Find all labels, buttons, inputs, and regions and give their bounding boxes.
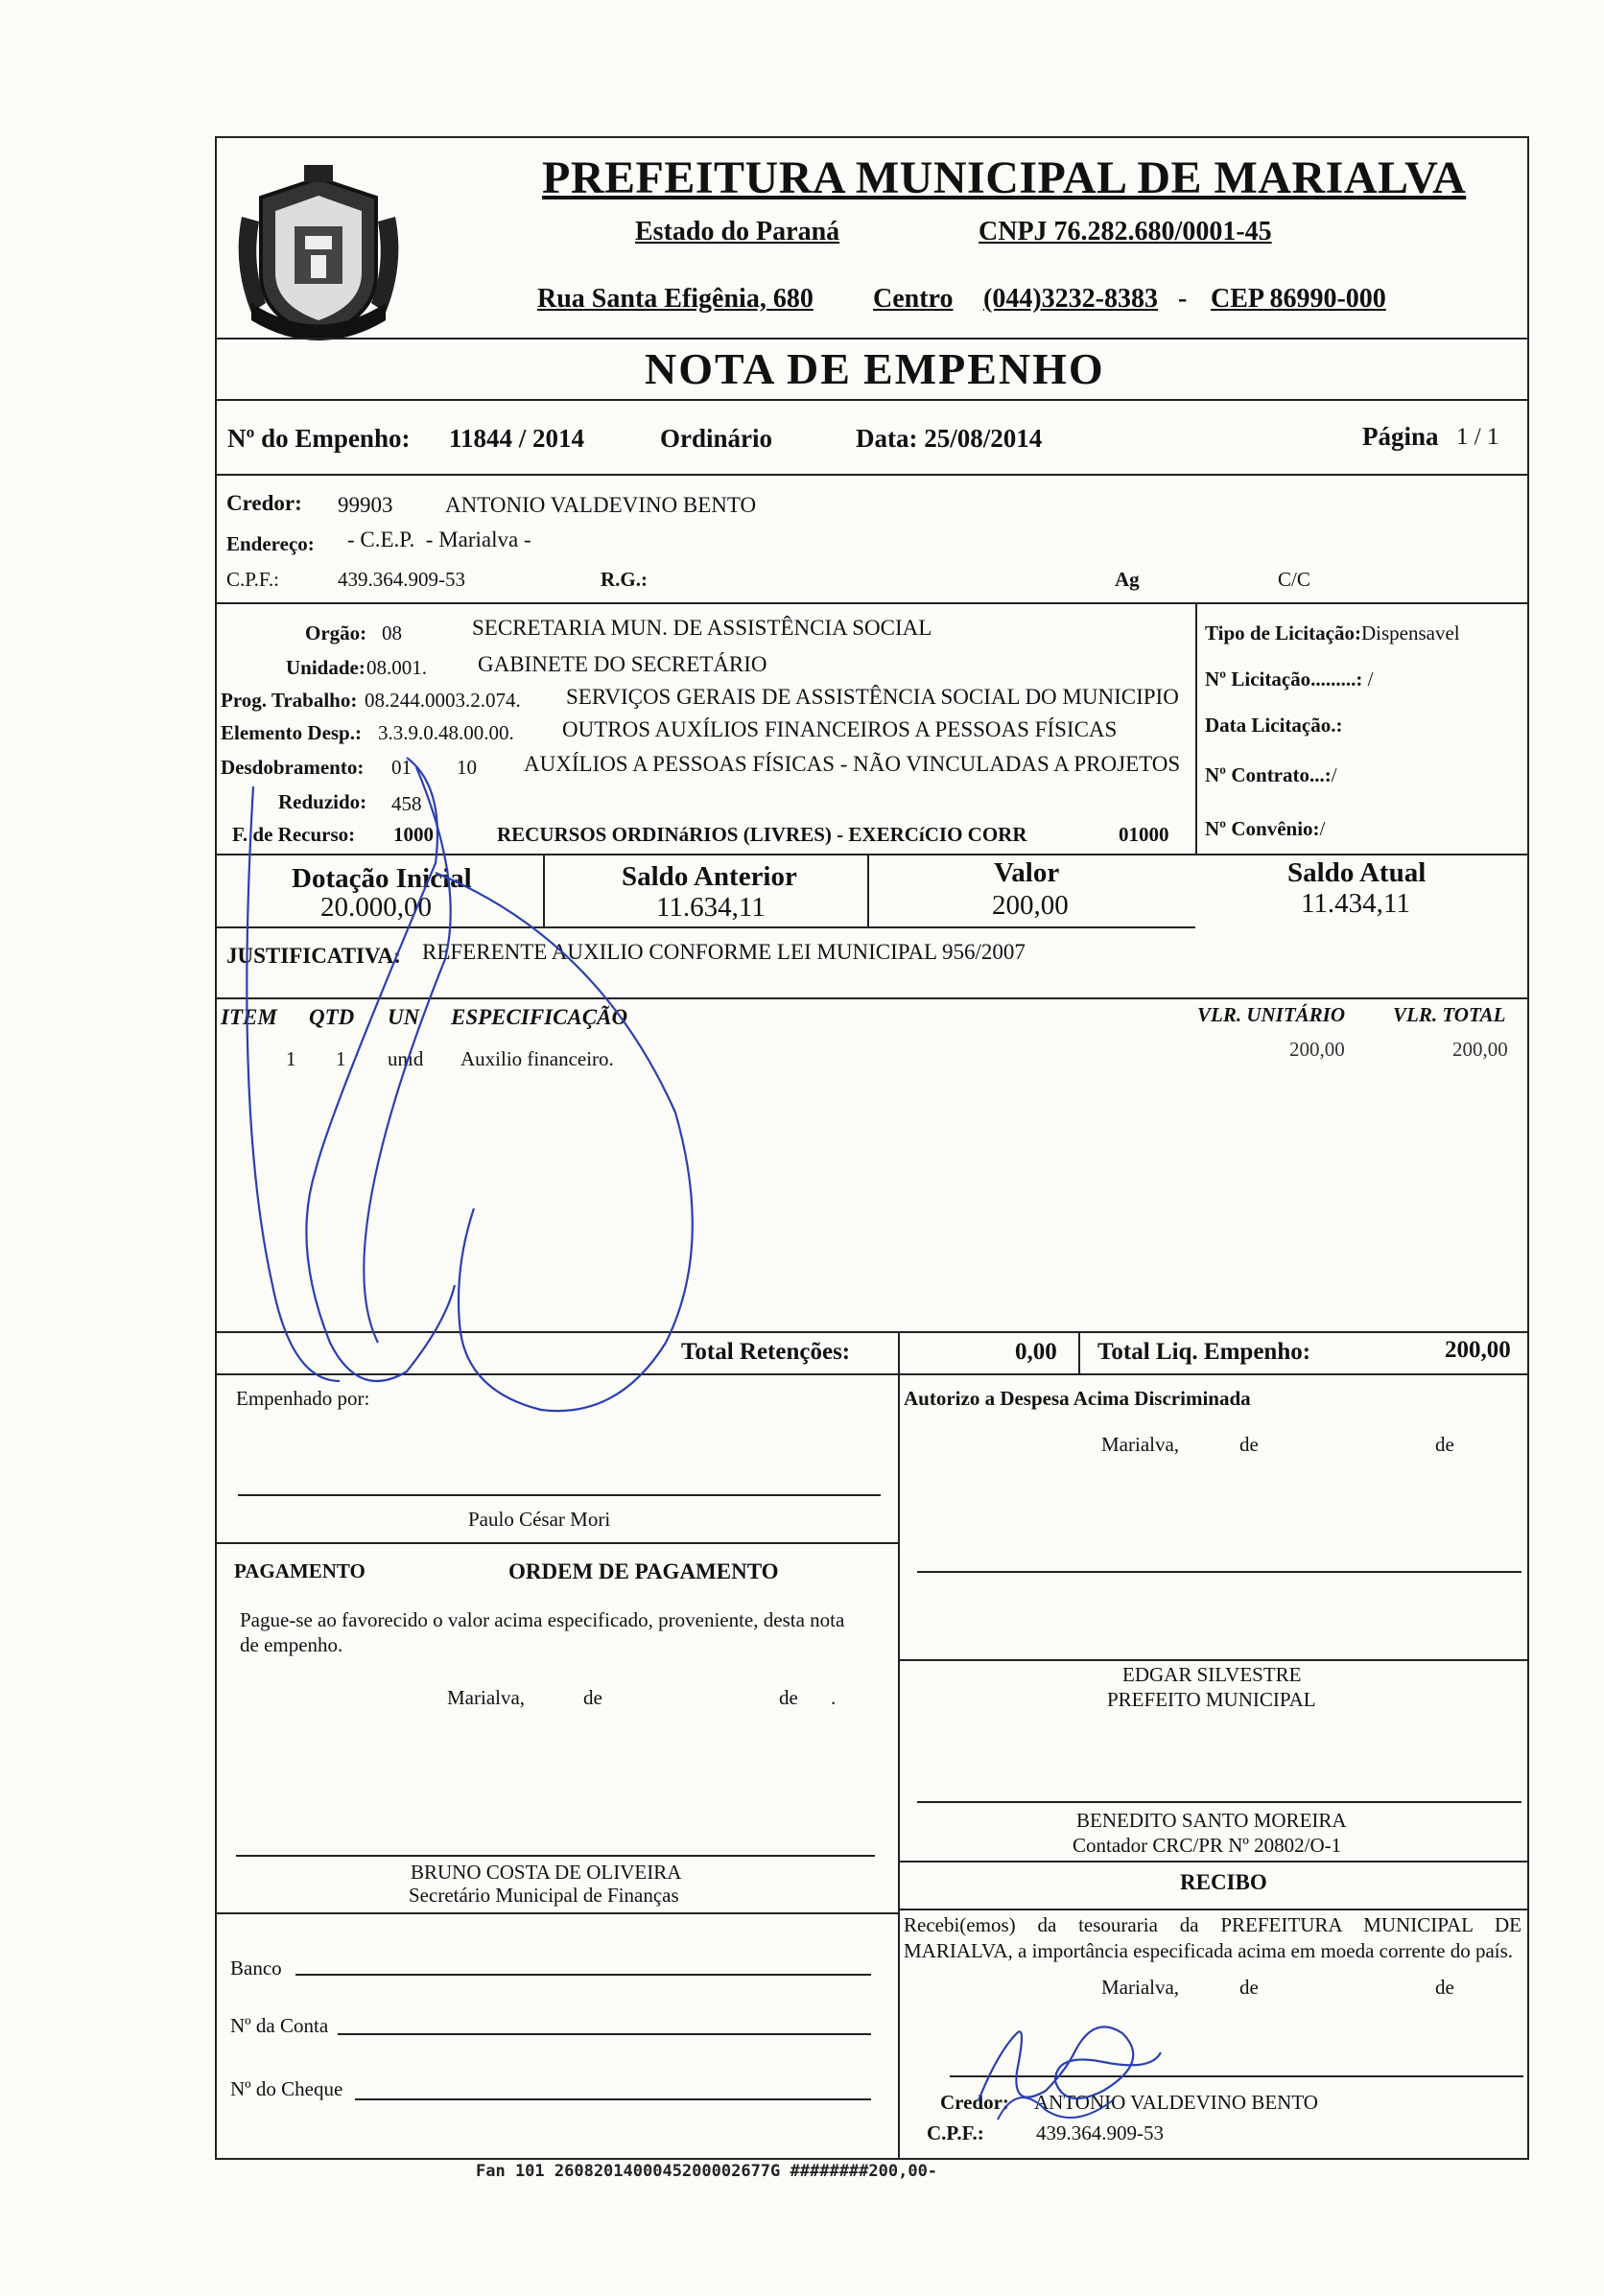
row-vlr-unitario: 200,00 xyxy=(1289,1038,1345,1061)
contador-name: BENEDITO SANTO MOREIRA xyxy=(1076,1809,1347,1832)
page-number: 1 / 1 xyxy=(1456,424,1499,450)
empenho-date: Data: 25/08/2014 xyxy=(856,424,1043,453)
unidade-label: Unidade: xyxy=(286,656,366,679)
autorizo-city: Marialva, xyxy=(1101,1433,1180,1456)
orgao-code: 08 xyxy=(382,621,402,644)
pagamento-text: Pague-se ao favorecido o valor acima especificado, proveniente, desta nota de empenho. xyxy=(240,1608,845,1656)
prog-name: SERVIÇOS GERAIS DE ASSISTÊNCIA SOCIAL DO MUNICIPIO xyxy=(566,685,1179,709)
credor-cpf: 439.364.909-53 xyxy=(338,568,465,591)
fonte-code2: 01000 xyxy=(1119,823,1169,846)
autorizo-de2: de xyxy=(1435,1433,1454,1456)
credor-code: 99903 xyxy=(338,493,393,517)
prefeito-title: PREFEITO MUNICIPAL xyxy=(1107,1688,1316,1711)
justificativa-label: JUSTIFICATIVA: xyxy=(226,944,401,968)
num-licitacao: Nº Licitação.........: / xyxy=(1205,668,1374,691)
contador-title: Contador CRC/PR Nº 20802/O-1 xyxy=(1073,1834,1342,1857)
autorizo-de1: de xyxy=(1239,1433,1259,1456)
dotacao-label: Dotação Inicial xyxy=(292,863,472,894)
elemento-name: OUTROS AUXÍLIOS FINANCEIROS A PESSOAS FÍSICAS xyxy=(562,717,1118,741)
recibo-city: Marialva, xyxy=(1101,1976,1180,1999)
saldo-anterior-label: Saldo Anterior xyxy=(622,861,797,892)
municipality-title: PREFEITURA MUNICIPAL DE MARIALVA xyxy=(542,152,1467,203)
col-vlr-unitario: VLR. UNITÁRIO xyxy=(1197,1003,1346,1026)
municipal-coat-of-arms-icon xyxy=(223,159,414,351)
recibo-de1: de xyxy=(1239,1976,1259,1999)
unidade-code: 08.001. xyxy=(366,656,427,679)
col-un: UN xyxy=(388,1005,420,1029)
retencoes-value: 0,00 xyxy=(1015,1339,1057,1365)
handwritten-loop-mark-icon xyxy=(215,748,714,1419)
banco-label: Banco xyxy=(230,1956,282,1980)
pagamento-dot: . xyxy=(831,1686,837,1709)
credor-label: Credor: xyxy=(226,491,302,515)
de-word: DE xyxy=(787,344,852,393)
cpf-label: C.P.F.: xyxy=(226,568,279,591)
credor-name: ANTONIO VALDEVINO BENTO xyxy=(445,493,757,517)
cc-label: C/C xyxy=(1278,568,1310,591)
retencoes-label: Total Retenções: xyxy=(681,1339,851,1365)
financas-name: BRUNO COSTA DE OLIVEIRA xyxy=(411,1861,682,1884)
fonte-code: 1000 xyxy=(393,823,434,846)
col-vlr-total: VLR. TOTAL xyxy=(1393,1003,1506,1026)
fonte-label: F. de Recurso: xyxy=(232,823,356,846)
recibo-label: RECIBO xyxy=(1180,1870,1267,1894)
separator-dash: - xyxy=(1178,284,1188,314)
pagamento-de1: de xyxy=(583,1686,602,1709)
liq-empenho-value: 200,00 xyxy=(1445,1337,1511,1363)
ordem-pagamento-label: ORDEM DE PAGAMENTO xyxy=(508,1559,779,1583)
recibo-cpf: 439.364.909-53 xyxy=(1036,2121,1164,2144)
prog-code: 08.244.0003.2.074. xyxy=(365,689,521,712)
num-contrato: Nº Contrato...:/ xyxy=(1205,763,1337,786)
justificativa-text: REFERENTE AUXILIO CONFORME LEI MUNICIPAL 956/2007 xyxy=(422,940,1026,964)
prog-label: Prog. Trabalho: xyxy=(221,689,358,712)
recibo-cpf-label: C.P.F.: xyxy=(927,2121,984,2144)
num-convenio: Nº Convênio:/ xyxy=(1205,817,1326,840)
elemento-label: Elemento Desp.: xyxy=(221,721,362,744)
conta-label: Nº da Conta xyxy=(230,2014,329,2037)
recibo-de2: de xyxy=(1435,1976,1454,1999)
street-address: Rua Santa Efigênia, 680 xyxy=(537,284,814,314)
dotacao-value: 20.000,00 xyxy=(320,892,432,923)
empenhado-name: Paulo César Mori xyxy=(468,1508,611,1531)
nota-word: NOTA xyxy=(645,344,777,393)
empenho-word: EMPENHO xyxy=(863,344,1105,393)
valor-value: 200,00 xyxy=(992,890,1069,921)
empenho-number-label: Nº do Empenho: xyxy=(227,424,411,453)
elemento-code: 3.3.9.0.48.00.00. xyxy=(378,721,514,744)
empenho-type: Ordinário xyxy=(660,424,773,453)
ag-label: Ag xyxy=(1115,568,1140,591)
state-label: Estado do Paraná xyxy=(635,217,840,246)
saldo-anterior-value: 11.634,11 xyxy=(656,892,766,923)
reduzido-code: 458 xyxy=(391,792,422,815)
row-vlr-total: 200,00 xyxy=(1452,1038,1508,1061)
col-especificacao: ESPECIFICAÇÃO xyxy=(451,1005,628,1029)
page-label: Página xyxy=(1362,422,1439,451)
row-un: unid xyxy=(388,1047,424,1070)
rg-label: R.G.: xyxy=(601,568,648,591)
pagamento-label: PAGAMENTO xyxy=(234,1559,366,1582)
prefeito-name: EDGAR SILVESTRE xyxy=(1122,1663,1302,1686)
address-label: Endereço: xyxy=(226,532,315,555)
reduzido-label: Reduzido: xyxy=(278,790,367,813)
unidade-name: GABINETE DO SECRETÁRIO xyxy=(478,652,767,676)
desdobramento-label: Desdobramento: xyxy=(221,756,365,779)
cnpj-label: CNPJ 76.282.680/0001-45 xyxy=(979,217,1272,246)
financas-title: Secretário Municipal de Finanças xyxy=(409,1884,679,1907)
orgao-label: Orgão: xyxy=(305,621,367,644)
phone: (044)3232-8383 xyxy=(983,284,1158,314)
district: Centro xyxy=(873,284,954,314)
orgao-name: SECRETARIA MUN. DE ASSISTÊNCIA SOCIAL xyxy=(472,616,932,640)
row-especificacao: Auxilio financeiro. xyxy=(460,1047,614,1070)
cheque-label: Nº do Cheque xyxy=(230,2077,343,2100)
recibo-text: Recebi(emos) da tesouraria da PREFEITURA MUNICIPAL DE MARIALVA, a importância especificada acima em moeda corrente do país. xyxy=(904,1913,1521,1962)
empenhado-label: Empenhado por: xyxy=(236,1387,370,1410)
cep: CEP 86990-000 xyxy=(1211,284,1386,314)
credor-address: - C.E.P. - Marialva - xyxy=(347,527,531,551)
col-item: ITEM xyxy=(221,1005,277,1029)
valor-label: Valor xyxy=(994,857,1060,888)
empenho-number: 11844 / 2014 xyxy=(449,424,585,453)
tipo-licitacao: Tipo de Licitação:Dispensavel xyxy=(1205,621,1460,644)
desdobramento-code2: 10 xyxy=(457,756,477,779)
data-licitacao-label: Data Licitação.: xyxy=(1205,714,1343,737)
col-qtd: QTD xyxy=(309,1005,355,1029)
pagamento-city: Marialva, xyxy=(447,1686,526,1709)
autorizo-label: Autorizo a Despesa Acima Discriminada xyxy=(904,1387,1251,1410)
fonte-name: RECURSOS ORDINáRIOS (LIVRES) - EXERCíCIO CORR xyxy=(497,823,1027,846)
credor-signature-icon xyxy=(959,1995,1190,2139)
recibo-credor-name: ANTONIO VALDEVINO BENTO xyxy=(1034,2091,1318,2114)
desdobramento-name: AUXÍLIOS A PESSOAS FÍSICAS - NÃO VINCULADAS A PROJETOS xyxy=(524,752,1181,776)
liq-empenho-label: Total Liq. Empenho: xyxy=(1097,1339,1311,1365)
row-item: 1 xyxy=(286,1047,296,1070)
desdobramento-code1: 01 xyxy=(391,756,412,779)
saldo-atual-value: 11.434,11 xyxy=(1301,888,1410,919)
row-qtd: 1 xyxy=(336,1047,346,1070)
saldo-atual-label: Saldo Atual xyxy=(1287,857,1427,888)
footer-machine-code: Fan 101 2608201400045200002677G ########200,00- xyxy=(476,2162,938,2181)
recibo-credor-label: Credor: xyxy=(940,2091,1009,2114)
pagamento-de2: de xyxy=(779,1686,798,1709)
